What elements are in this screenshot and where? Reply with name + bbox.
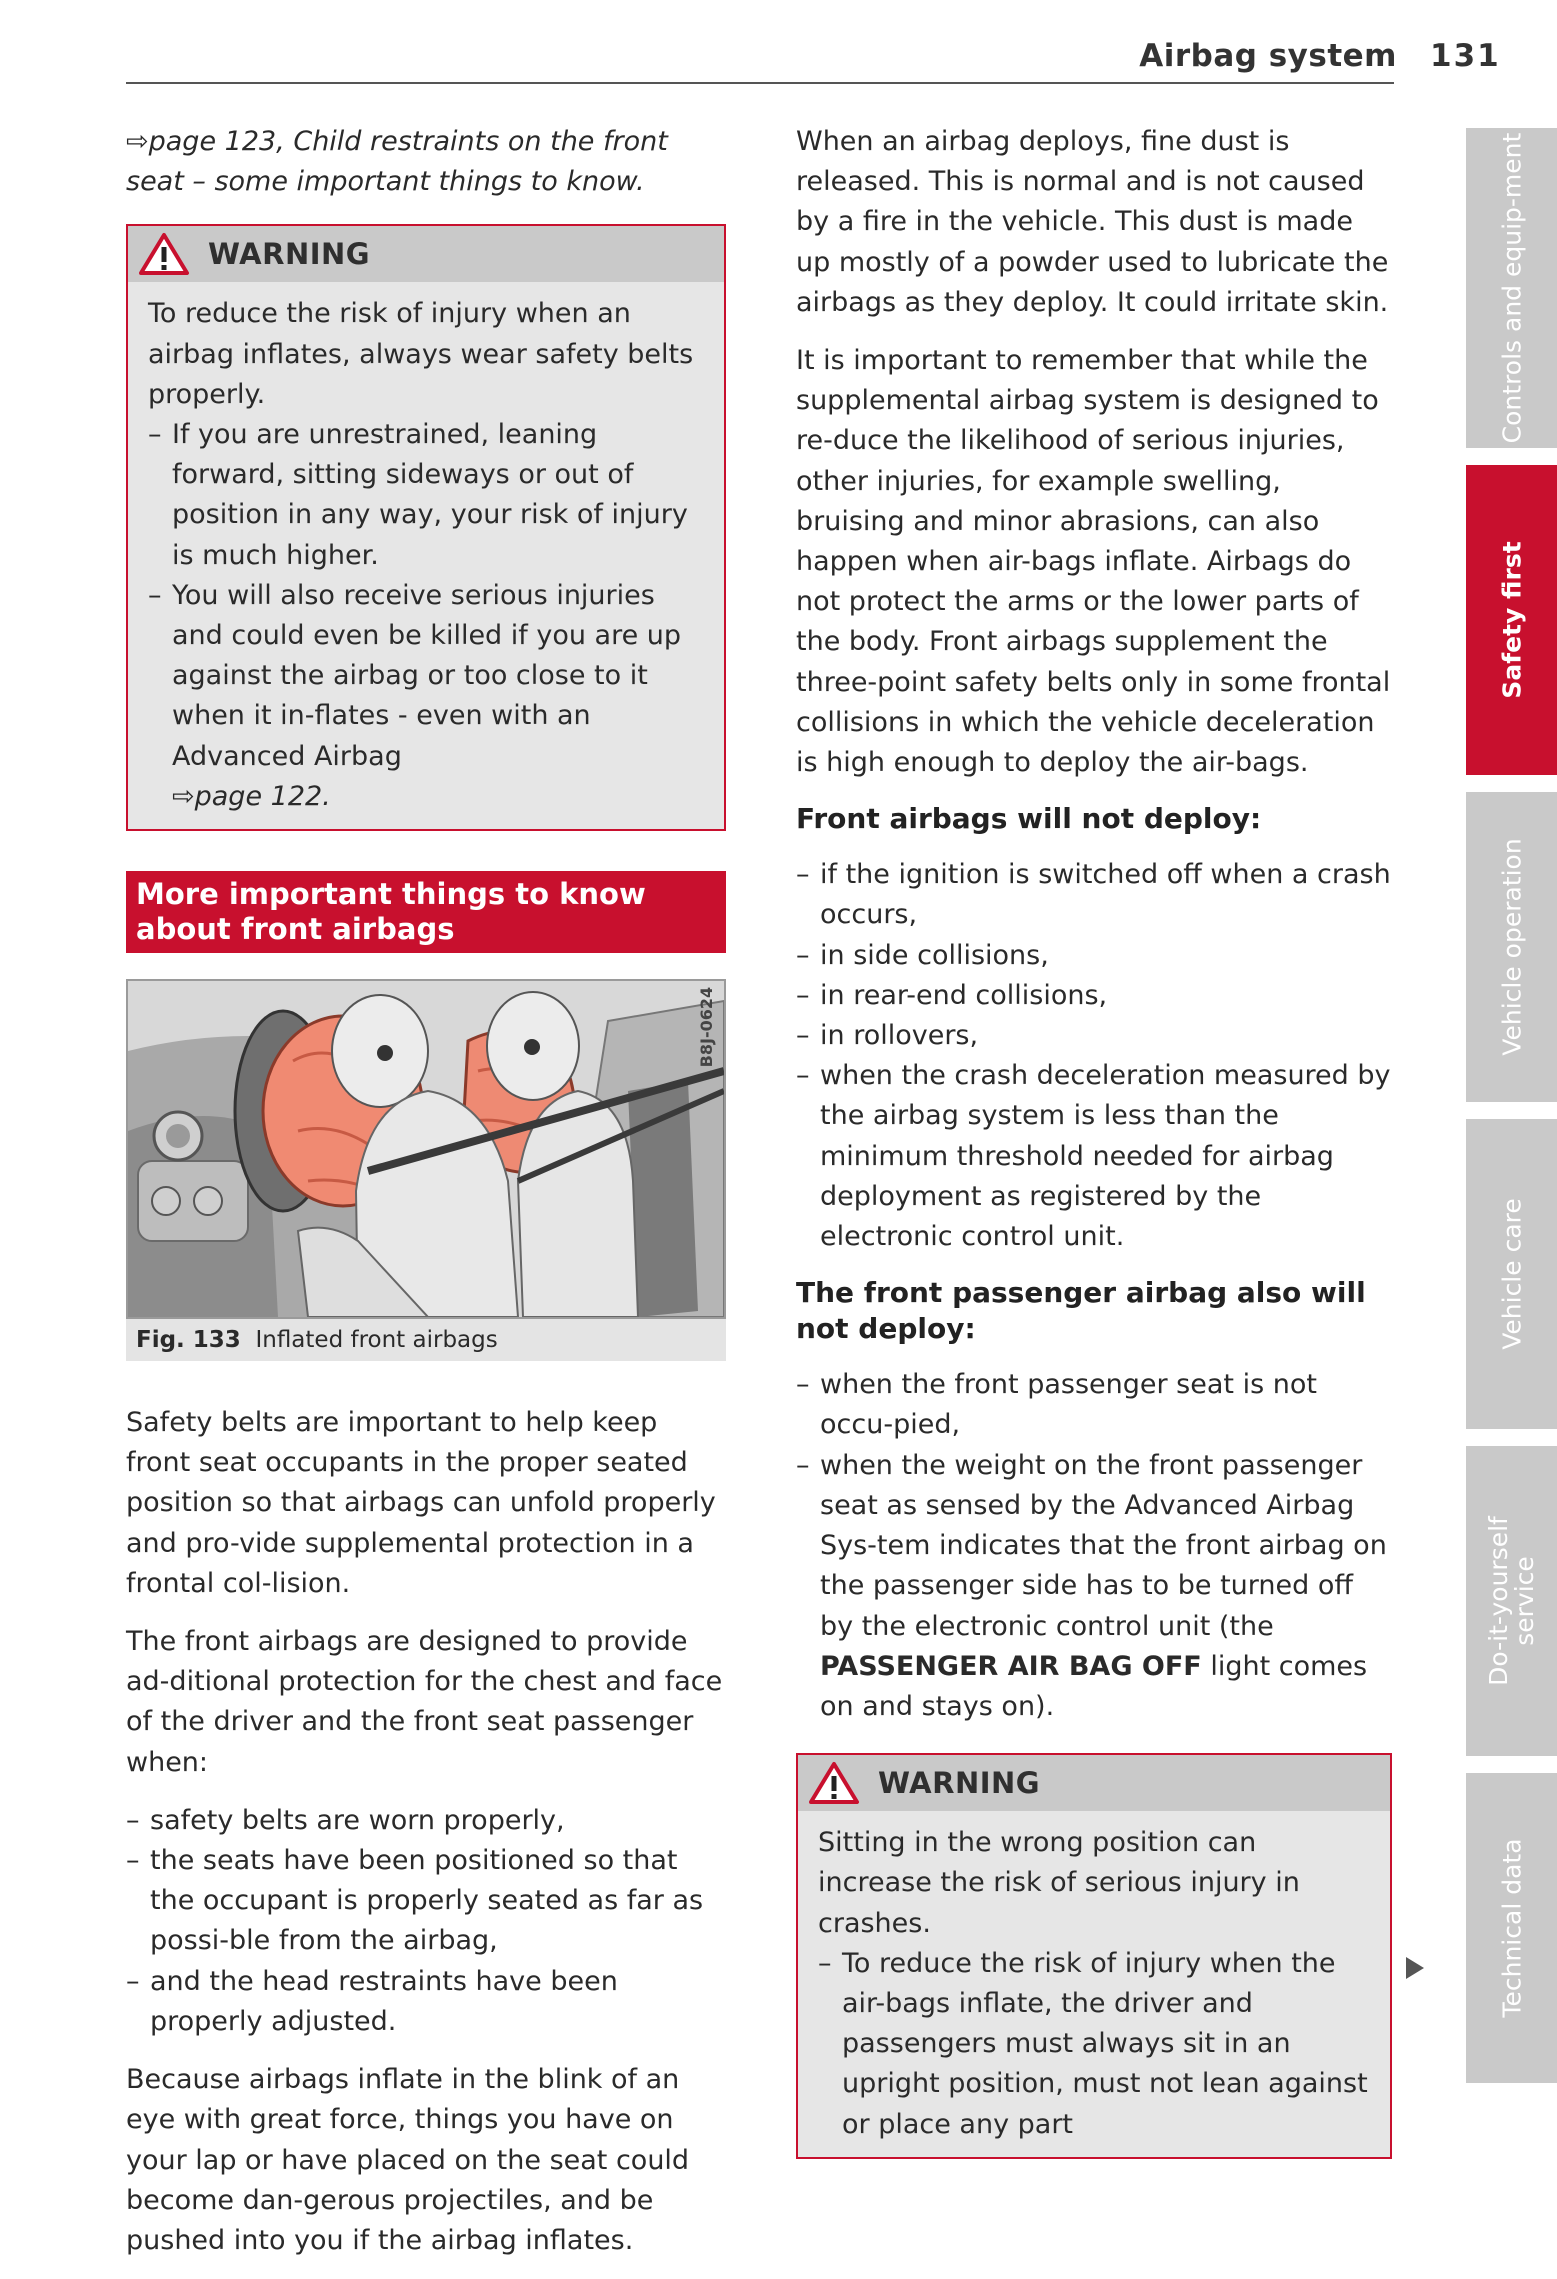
intro-reference [126, 122, 726, 202]
warning-body [798, 1811, 1390, 2157]
list [126, 1801, 726, 2042]
section-heading: More important things to know about front airbags [126, 871, 726, 953]
inflated-airbags-illustration [128, 981, 724, 1317]
warning-list-item: – If you are unrestrained, leaning forward, sitting sideways or out of position in any way, your risk of injury is much higher. [148, 415, 704, 576]
list-item-text: light comes on and stays on). [820, 1650, 1368, 1722]
warning-list-item: – To reduce the risk of injury when the air-bags inflate, the driver and passengers must always sit in an upright position, must not lean against or place any part [818, 1944, 1370, 2145]
intro-reference-text[interactable]: page 123, Child restraints on the front seat – some important things to know. [126, 126, 668, 198]
reference-arrow-icon: ⇨ [126, 126, 149, 157]
warning-title: WARNING [878, 1766, 1041, 1800]
warning-box [126, 224, 726, 831]
indicator-light-name: PASSENGER AIR BAG OFF [820, 1650, 1202, 1682]
warning-list-item-text: You will also receive serious injuries and could even be killed if you are up against the airbag or too close to it when it in-flates - even with an Advanced Airbag [172, 579, 682, 772]
figure-caption [126, 1319, 726, 1361]
warning-list-item [148, 576, 704, 817]
tab-do-it-yourself-service[interactable]: Do-it-yourself service [1466, 1446, 1557, 1756]
warning-triangle-icon [138, 232, 190, 276]
paragraph: Because airbags inflate in the blink of an eye with great force, things you have on your lap or have placed on the seat could become dan-gerous projectiles, and be pushed into you if the airbag inflates. [126, 2064, 690, 2256]
header-divider [126, 82, 1394, 84]
warning-reference [172, 781, 331, 812]
figure-id: B8J-0624 [696, 986, 716, 1068]
continue-arrow-icon [1404, 1955, 1426, 1981]
warning-box [796, 1753, 1392, 2159]
list [796, 1365, 1392, 1727]
left-column [126, 122, 726, 2279]
figure-caption-label: Fig. 133 [136, 1327, 241, 1354]
list-item: – safety belts are worn properly, [126, 1801, 726, 1841]
list-item: – in rollovers, [796, 1016, 1392, 1056]
paragraph: When an airbag deploys, fine dust is released. This is normal and is not caused by a fire in the vehicle. This dust is made up mostly of a powder used to lubricate the airbags as they deploy. It could irritate skin. [796, 126, 1389, 318]
list-item: – when the crash deceleration measured by the airbag system is less than the minimum threshold needed for airbag deployment as registered by the electronic control unit. [796, 1056, 1392, 1257]
figure-image [126, 979, 726, 1319]
list-item: – if the ignition is switched off when a crash occurs, [796, 855, 1392, 935]
tab-vehicle-care[interactable]: Vehicle care [1466, 1119, 1557, 1429]
list-item: – the seats have been positioned so that the occupant is properly seated as far as possi-ble from the airbag, [126, 1841, 726, 1962]
tab-vehicle-operation[interactable]: Vehicle operation [1466, 792, 1557, 1102]
warning-header [128, 226, 724, 282]
paragraph: Safety belts are important to help keep front seat occupants in the proper seated position so that airbags can unfold properly and pro-vide supplemental protection in a frontal col-lision. [126, 1407, 716, 1599]
paragraph: The front airbags are designed to provide ad-ditional protection for the chest and face of the driver and the front seat passenger when: [126, 1626, 723, 1778]
warning-title: WARNING [208, 237, 371, 272]
list-item: – and the head restraints have been properly adjusted. [126, 1962, 726, 2042]
warning-text: Sitting in the wrong position can increase the risk of serious injury in crashes. [818, 1827, 1300, 1939]
list-item [796, 1446, 1392, 1727]
warning-body [128, 282, 724, 829]
tab-technical-data[interactable]: Technical data [1466, 1773, 1557, 2083]
warning-list [818, 1944, 1370, 2145]
paragraph: It is important to remember that while the supplemental airbag system is designed to re-duce the likelihood of serious injuries, other injuries, for example swelling, bruising and minor abrasions, can also happen when air-bags inflate. Airbags do not protect the arms or the lower parts of the body. Front airbags supplement the three-point safety belts only in some frontal collisions in which the vehicle deceleration is high enough to deploy the air-bags. [796, 345, 1391, 779]
tab-safety-first[interactable]: Safety first [1466, 465, 1557, 775]
list-item: – when the front passenger seat is not occu-pied, [796, 1365, 1392, 1445]
list-item: – in rear-end collisions, [796, 976, 1392, 1016]
warning-text: To reduce the risk of injury when an airbag inflates, always wear safety belts properly. [148, 298, 694, 410]
page-number: 131 [1430, 38, 1501, 74]
warning-reference-text[interactable]: page 122. [194, 780, 331, 812]
figure-caption-text: Inflated front airbags [255, 1327, 498, 1354]
list-item-text: when the weight on the front passenger seat as sensed by the Advanced Airbag Sys-tem indicates that the front airbag on the passenger side has to be turned off by the electronic control unit (the [820, 1449, 1387, 1642]
reference-arrow-icon: ⇨ [172, 780, 195, 812]
warning-header [798, 1755, 1390, 1811]
page-header-title: Airbag system [1139, 38, 1397, 74]
warning-triangle-icon [808, 1761, 860, 1805]
subheading: The front passenger airbag also will not deploy: [796, 1276, 1366, 1346]
list [796, 855, 1392, 1257]
subheading: Front airbags will not deploy: [796, 802, 1262, 836]
warning-list [148, 415, 704, 817]
list-item: – in side collisions, [796, 936, 1392, 976]
right-column [796, 122, 1392, 2199]
tab-controls-and-equipment[interactable]: Controls and equip-ment [1466, 128, 1557, 448]
